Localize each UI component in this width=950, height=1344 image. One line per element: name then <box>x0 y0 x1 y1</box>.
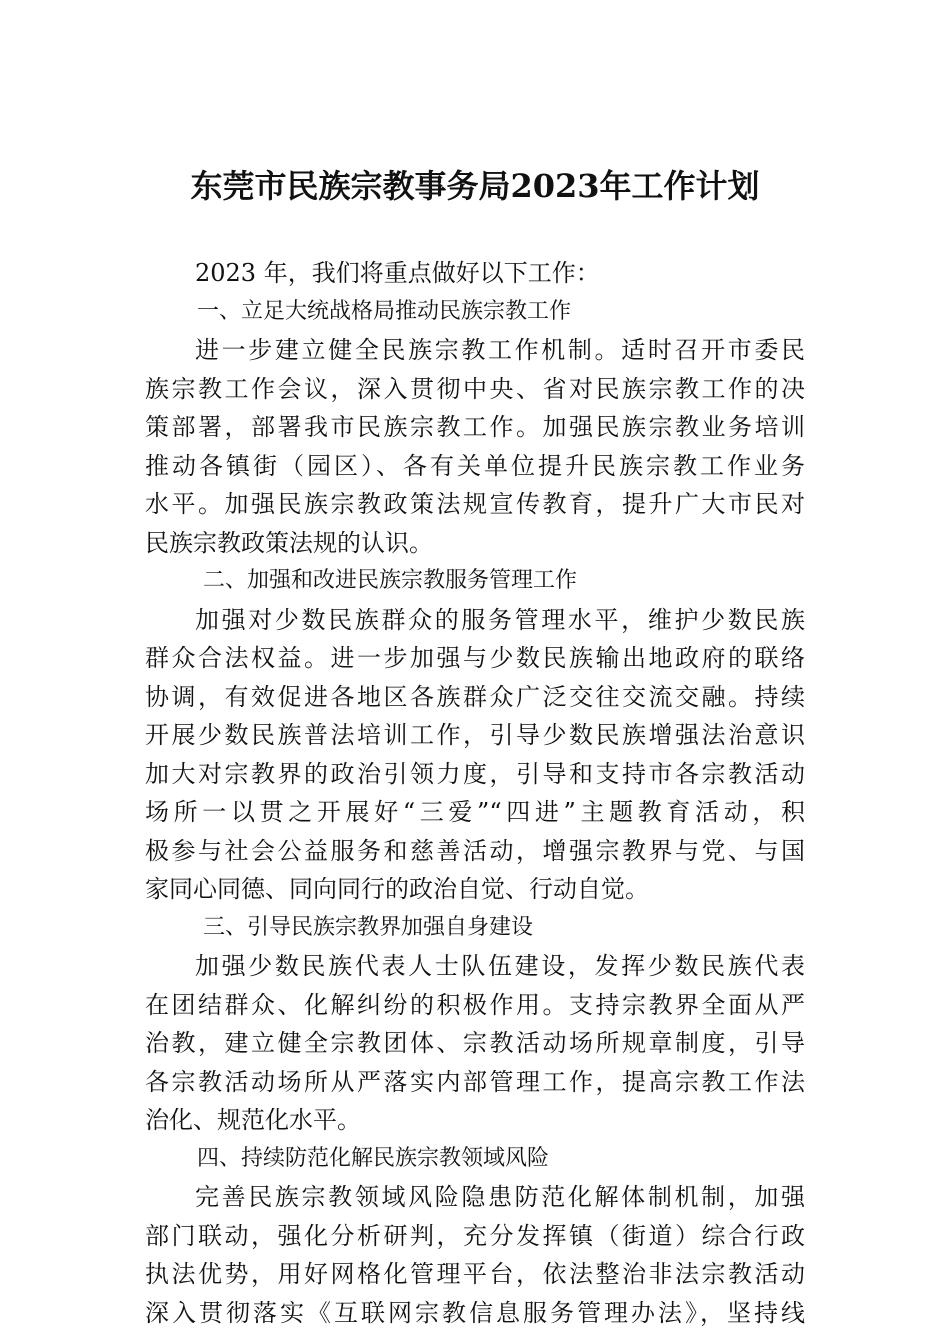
paragraph-line: 场所一以贯之开展好“三爱”“四进”主题教育活动，积 <box>145 798 805 826</box>
paragraph-line: 开展少数民族普法培训工作，引导少数民族增强法治意识 <box>145 721 805 749</box>
paragraph-line: 执法优势，用好网格化管理平台，依法整治非法宗教活动 <box>145 1260 805 1288</box>
paragraph-line: 策部署，部署我市民族宗教工作。加强民族宗教业务培训 <box>145 413 805 441</box>
paragraph-line: 治教，建立健全宗教团体、宗教活动场所规章制度，引导 <box>145 1029 805 1057</box>
document-title: 东莞市民族宗教事务局2023年工作计划 <box>190 167 760 205</box>
paragraph-line: 各宗教活动场所从严落实内部管理工作，提高宗教工作法 <box>145 1067 805 1096</box>
paragraph-line: 极参与社会公益服务和慈善活动，增强宗教界与党、与国 <box>145 836 805 865</box>
paragraph-line: 家同心同德、同向同行的政治自觉、行动自觉。 <box>145 875 649 903</box>
paragraph-line: 治化、规范化水平。 <box>145 1106 361 1134</box>
paragraph-line: 群众合法权益。进一步加强与少数民族输出地政府的联络 <box>145 644 805 672</box>
section-heading-4: 四、持续防范化解民族宗教领域风险 <box>197 1145 550 1171</box>
paragraph-line: 加大对宗教界的政治引领力度，引导和支持市各宗教活动 <box>145 759 805 788</box>
paragraph-line: 加强少数民族代表人士队伍建设，发挥少数民族代表 <box>195 952 805 980</box>
paragraph-line: 协调，有效促进各地区各族群众广泛交往交流交融。持续 <box>145 682 805 711</box>
paragraph-line: 部门联动，强化分析研判，充分发挥镇（街道）综合行政 <box>145 1221 805 1250</box>
paragraph-line: 加强对少数民族群众的服务管理水平，维护少数民族 <box>195 605 805 634</box>
section-heading-1: 一、立足大统战格局推动民族宗教工作 <box>197 298 572 324</box>
paragraph-line: 进一步建立健全民族宗教工作机制。适时召开市委民 <box>195 336 805 364</box>
paragraph-line: 民族宗教政策法规的认识。 <box>145 528 433 557</box>
section-heading-3: 三、引导民族宗教界加强自身建设 <box>203 914 534 940</box>
paragraph-line: 推动各镇街（园区）、各有关单位提升民族宗教工作业务 <box>145 451 805 480</box>
paragraph-line: 在团结群众、化解纠纷的积极作用。支持宗教界全面从严 <box>145 990 805 1019</box>
paragraph-line: 水平。加强民族宗教政策法规宣传教育，提升广大市民对 <box>145 490 805 518</box>
section-heading-2: 二、加强和改进民族宗教服务管理工作 <box>203 568 578 593</box>
paragraph-line: 族宗教工作会议，深入贯彻中央、省对民族宗教工作的决 <box>145 374 805 403</box>
paragraph-line: 完善民族宗教领域风险隐患防范化解体制机制，加强 <box>195 1183 805 1211</box>
document-body <box>145 254 805 1332</box>
paragraph-line: 深入贯彻落实《互联网宗教信息服务管理办法》，坚持线 <box>145 1298 805 1327</box>
intro-paragraph: 2023 年，我们将重点做好以下工作： <box>195 259 600 287</box>
